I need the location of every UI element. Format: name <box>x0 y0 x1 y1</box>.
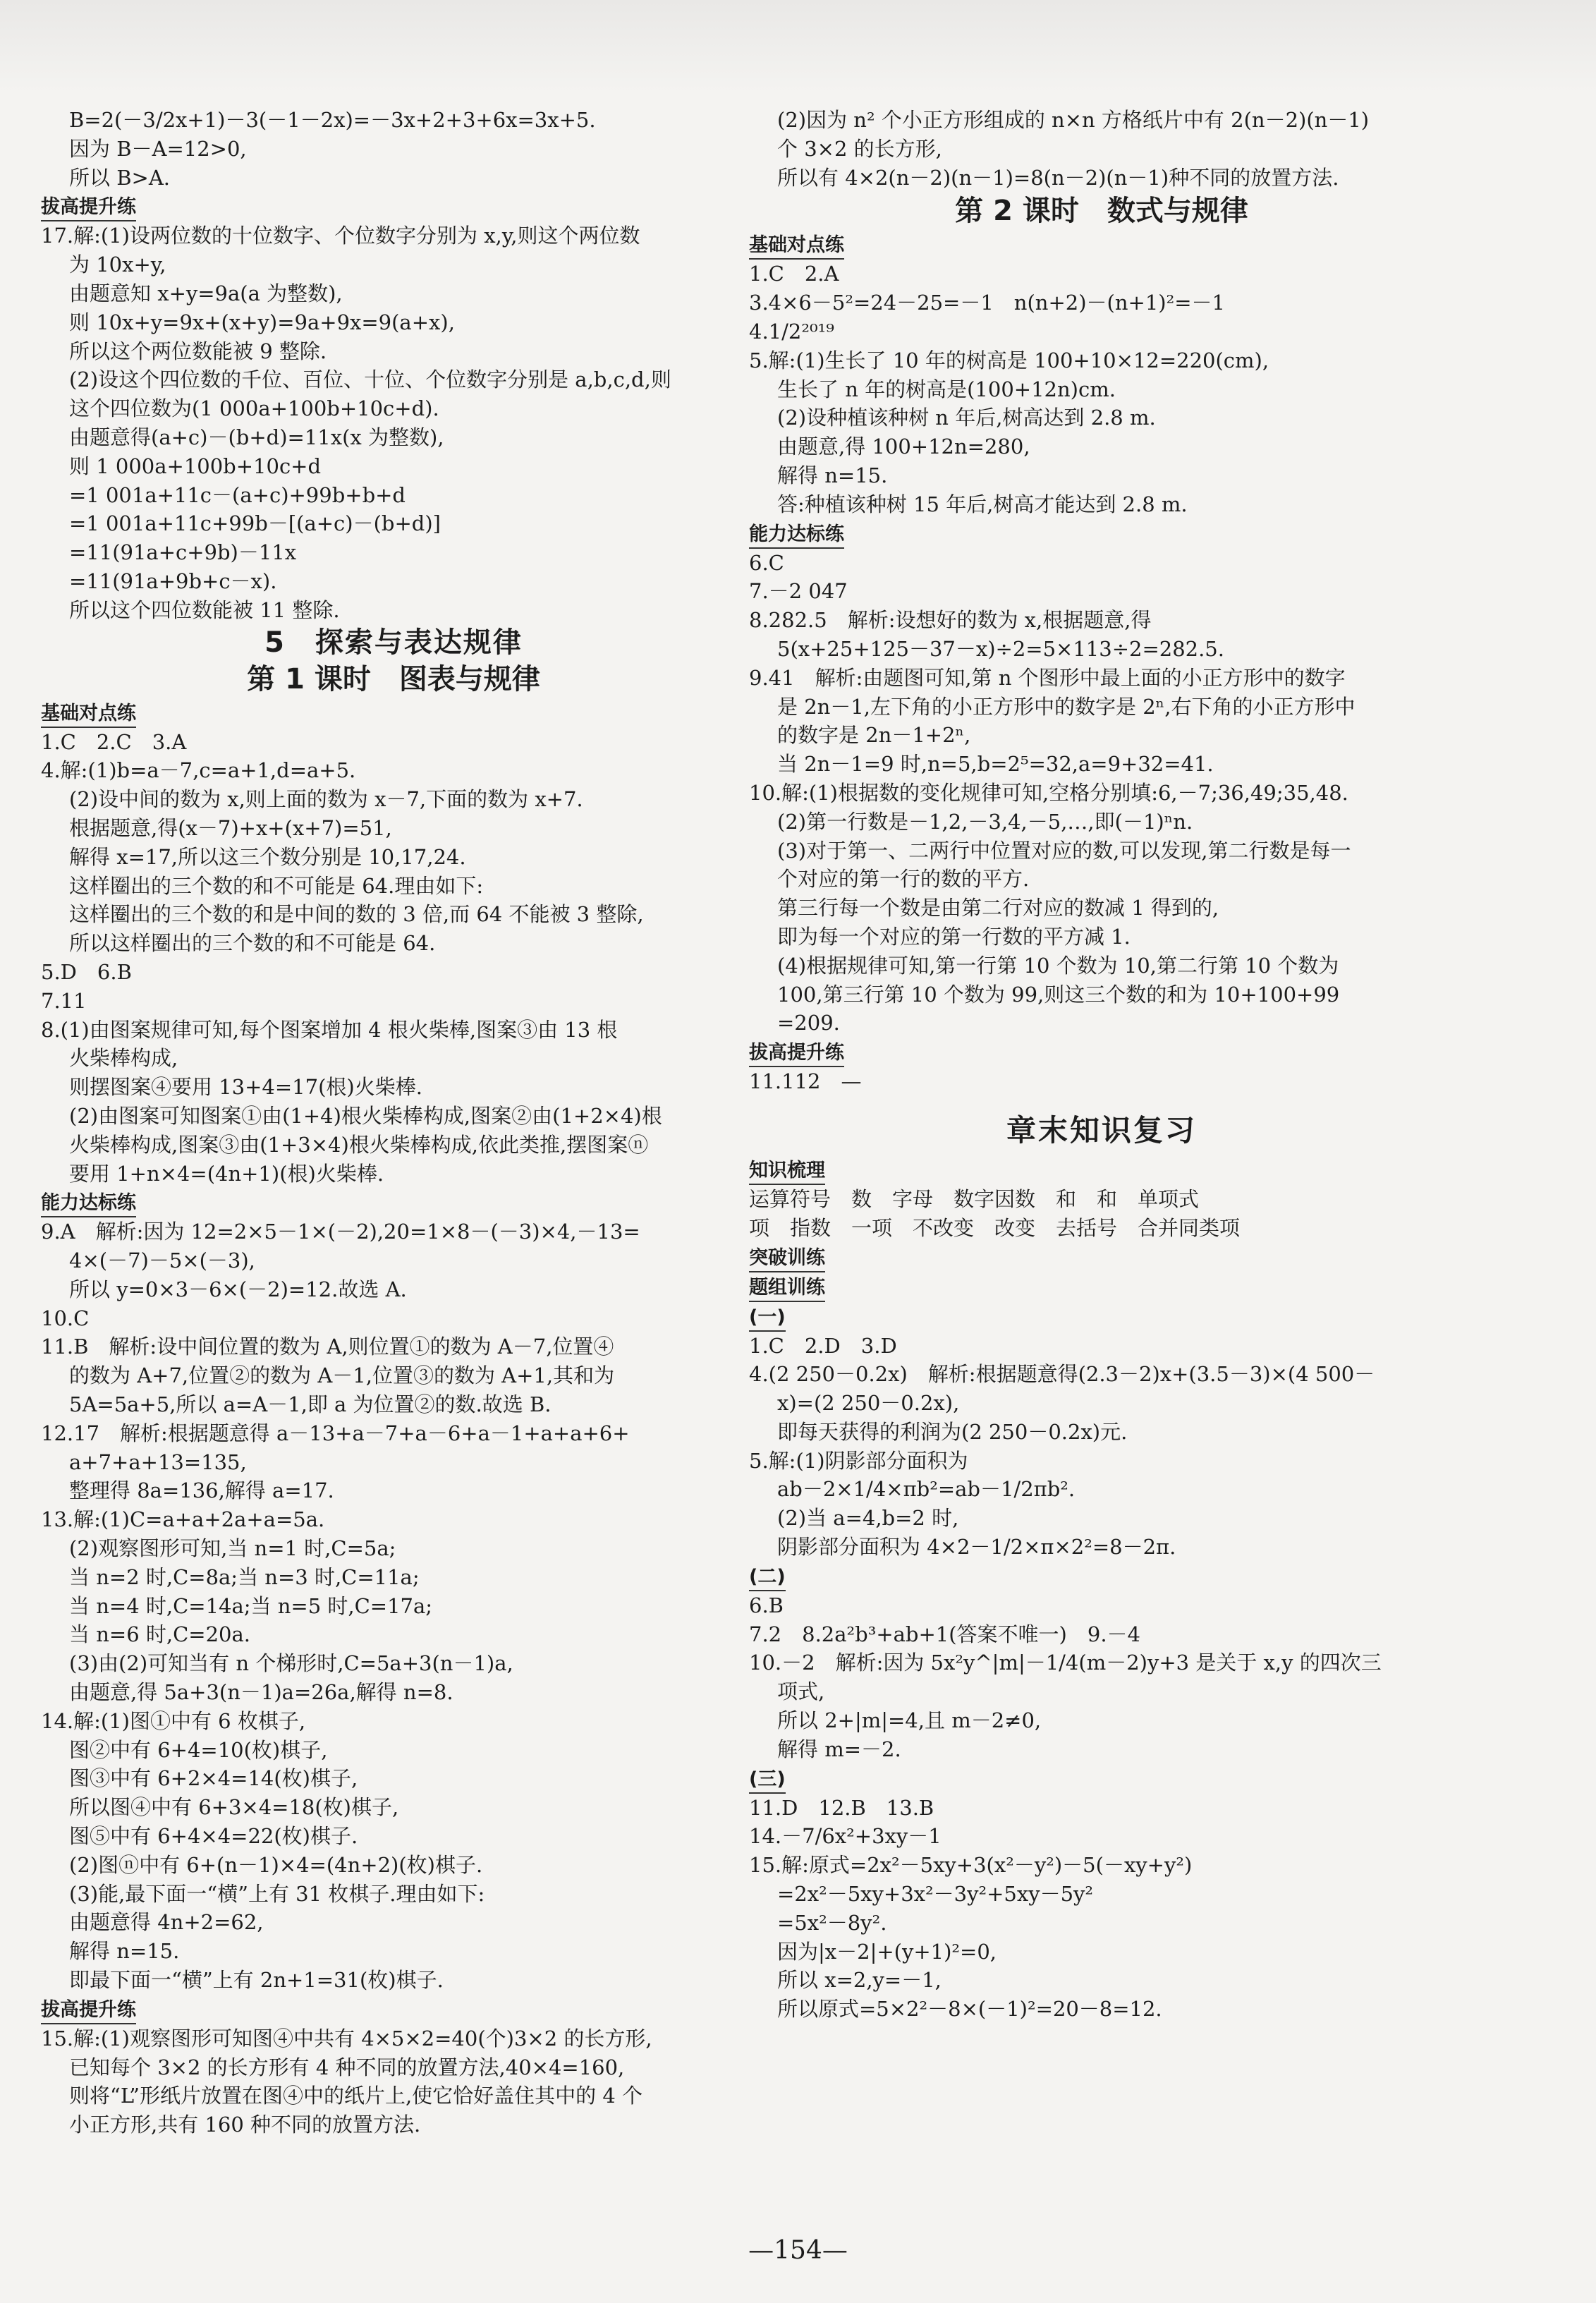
section-label-row <box>749 1562 1454 1591</box>
knowledge-terms: 项 指数 一项 不改变 改变 去括号 合并同类项 <box>749 1215 1241 1240</box>
text-line: 由题意,得 100+12n=280, <box>777 435 1030 459</box>
section-label: 突破训练 <box>749 1246 825 1272</box>
section-label: 拔高提升练 <box>41 195 136 221</box>
text-line: (2)观察图形可知,当 n=1 时,C=5a; <box>69 1536 396 1561</box>
text-line: 14.－7/6x²+3xy－1 <box>749 1824 942 1849</box>
text-line: 生长了 n 年的树高是(100+12n)cm. <box>777 377 1116 401</box>
text-line: (2)第一行数是－1,2,－3,4,－5,…,即(－1)ⁿn. <box>777 809 1193 834</box>
text-line: 5.D 6.B <box>41 959 132 984</box>
text-line: 10.－2 解析:因为 5x²y^|m|－1/4(m－2)y+3 是关于 x,y 的四次三 <box>749 1651 1382 1675</box>
section-label-row <box>749 230 1454 260</box>
text-line: 6.B <box>749 1593 784 1617</box>
text-line: 1.C 2.A <box>749 262 839 286</box>
section-label-row <box>749 519 1454 549</box>
text-line: 12.17 解析:根据题意得 a－13+a－7+a－6+a－1+a+a+6+ <box>41 1421 630 1445</box>
section-heading: 第 2 课时 数式与规律 <box>955 195 1248 228</box>
section-heading: 第 1 课时 图表与规律 <box>247 662 540 695</box>
text-line: (2)设这个四位数的千位、百位、十位、个位数字分别是 a,b,c,d,则 <box>69 367 671 392</box>
section-label-row <box>749 1272 1454 1302</box>
text-line: 答:种植该种树 15 年后,树高才能达到 2.8 m. <box>777 492 1188 516</box>
text-line: (3)能,最下面一“横”上有 31 枚棋子.理由如下: <box>69 1881 485 1906</box>
text-line: (2)设中间的数为 x,则上面的数为 x－7,下面的数为 x+7. <box>69 787 583 812</box>
text-line: 5(x+25+125－37－x)÷2=5×113÷2=282.5. <box>777 636 1224 661</box>
section-label-row <box>41 1188 746 1217</box>
text-line: =11(91a+c+9b)－11x <box>69 540 297 565</box>
text-line: 是 2n－1,左下角的小正方形中的数字是 2ⁿ,右下角的小正方形中 <box>777 694 1356 719</box>
section-label: (三) <box>749 1767 786 1794</box>
text-line: 小正方形,共有 160 种不同的放置方法. <box>69 2113 421 2137</box>
text-line: 9.A 解析:因为 12=2×5－1×(－2),20=1×8－(－3)×4,－13= <box>41 1220 640 1244</box>
text-line: 图⑤中有 6+4×4=22(枚)棋子. <box>69 1824 358 1849</box>
text-line: 这样圈出的三个数的和不可能是 64.理由如下: <box>69 873 484 898</box>
text-line: 整理得 8a=136,解得 a=17. <box>69 1478 334 1503</box>
text-line: 所以这样圈出的三个数的和不可能是 64. <box>69 931 436 956</box>
text-line: 当 n=2 时,C=8a;当 n=3 时,C=11a; <box>69 1564 420 1589</box>
text-line: 这样圈出的三个数的和是中间的数的 3 倍,而 64 不能被 3 整除, <box>69 902 644 927</box>
section-label-row <box>41 1995 746 2024</box>
section-heading: 5 探索与表达规律 <box>264 626 523 659</box>
text-line: 这个四位数为(1 000a+100b+10c+d). <box>69 396 439 421</box>
text-line: 根据题意,得(x－7)+x+(x+7)=51, <box>69 815 392 840</box>
text-line: (2)因为 n² 个小正方形组成的 n×n 方格纸片中有 2(n－2)(n－1) <box>777 108 1370 132</box>
text-line: 即为每一个对应的第一行数的平方减 1. <box>777 924 1131 949</box>
text-line: (2)由图案可知图案①由(1+4)根火柴棒构成,图案②由(1+2×4)根 <box>69 1103 662 1128</box>
text-line: 所以有 4×2(n－2)(n－1)=8(n－2)(n－1)种不同的放置方法. <box>777 165 1339 190</box>
text-line: 火柴棒构成,图案③由(1+3×4)根火柴棒构成,依此类推,摆图案ⓝ <box>69 1132 649 1157</box>
text-line: 14.解:(1)图①中有 6 枚棋子, <box>41 1708 306 1733</box>
text-line: 所以 2+|m|=4,且 m－2≠0, <box>777 1708 1042 1733</box>
text-line: 解得 m=－2. <box>777 1737 901 1761</box>
text-line: 所以 y=0×3－6×(－2)=12.故选 A. <box>69 1277 407 1301</box>
text-line: 已知每个 3×2 的长方形有 4 种不同的放置方法,40×4=160, <box>69 2055 625 2079</box>
text-line: 4.(2 250－0.2x) 解析:根据题意得(2.3－2)x+(3.5－3)×(4 500－ <box>749 1362 1375 1387</box>
section-label: 拔高提升练 <box>41 1998 136 2024</box>
text-line: 8.282.5 解析:设想好的数为 x,根据题意,得 <box>749 608 1152 633</box>
text-line: 所以原式=5×2²－8×(－1)²=20－8=12. <box>777 1997 1162 2022</box>
text-line: 5A=5a+5,所以 a=A－1,即 a 为位置②的数.故选 B. <box>69 1392 552 1417</box>
text-line: 15.解:原式=2x²－5xy+3(x²－y²)－5(－xy+y²) <box>749 1853 1193 1878</box>
text-line: 为 10x+y, <box>69 253 166 277</box>
text-line: 4.1/2²⁰¹⁹ <box>749 319 834 344</box>
text-line: 10.解:(1)根据数的变化规律可知,空格分别填:6,－7;36,49;35,48. <box>749 780 1348 805</box>
text-line: a+7+a+13=135, <box>69 1450 247 1474</box>
text-line: 所以图④中有 6+3×4=18(枚)棋子, <box>69 1795 399 1820</box>
text-line: 图③中有 6+2×4=14(枚)棋子, <box>69 1766 358 1791</box>
text-line: 11.B 解析:设中间位置的数为 A,则位置①的数为 A－7,位置④ <box>41 1335 614 1359</box>
section-label: 拔高提升练 <box>749 1040 844 1067</box>
text-line: =11(91a+9b+c－x). <box>69 569 277 593</box>
text-line: 所以 x=2,y=－1, <box>777 1968 942 1993</box>
text-line: 由题意知 x+y=9a(a 为整数), <box>69 281 343 305</box>
text-line: 阴影部分面积为 4×2－1/2×π×2²=8－2π. <box>777 1535 1176 1560</box>
text-line: 7.－2 047 <box>749 579 848 604</box>
text-line: 1.C 2.C 3.A <box>41 729 187 754</box>
text-line: 图②中有 6+4=10(枚)棋子, <box>69 1737 328 1762</box>
text-line: 则 10x+y=9x+(x+y)=9a+9x=9(a+x), <box>69 310 455 334</box>
text-line: 第三行每一个数是由第二行对应的数减 1 得到的, <box>777 896 1219 920</box>
text-line: (2)当 a=4,b=2 时, <box>777 1506 959 1531</box>
text-line: x)=(2 250－0.2x), <box>777 1391 960 1416</box>
text-line: (2)设种植该种树 n 年后,树高达到 2.8 m. <box>777 406 1156 430</box>
text-line: (3)由(2)可知当有 n 个梯形时,C=5a+3(n－1)a, <box>69 1651 513 1676</box>
section-label-row <box>749 1302 1454 1332</box>
section-heading: 章末知识复习 <box>1006 1112 1197 1148</box>
text-line: 所以 B>A. <box>69 165 170 190</box>
text-line: 因为|x－2|+(y+1)²=0, <box>777 1939 997 1964</box>
section-label: 知识梳理 <box>749 1158 825 1185</box>
text-line: 9.41 解析:由题图可知,第 n 个图形中最上面的小正方形中的数字 <box>749 665 1346 690</box>
section-label: 基础对点练 <box>41 701 136 728</box>
text-line: 1.C 2.D 3.D <box>749 1333 897 1358</box>
section-label-row <box>749 1038 1454 1067</box>
text-line: 10.C <box>41 1306 90 1330</box>
text-line: 个对应的第一行的数的平方. <box>777 867 1030 892</box>
text-line: 即每天获得的利润为(2 250－0.2x)元. <box>777 1419 1128 1444</box>
section-label: (一) <box>749 1305 786 1332</box>
text-line: =1 001a+11c+99b－[(a+c)－(b+d)] <box>69 511 441 536</box>
section-label: 题组训练 <box>749 1275 825 1302</box>
text-line: 13.解:(1)C=a+a+2a+a=5a. <box>41 1507 325 1532</box>
text-line: 11.112 — <box>749 1069 862 1094</box>
text-line: 解得 x=17,所以这三个数分别是 10,17,24. <box>69 844 466 869</box>
text-line: 8.(1)由图案规律可知,每个图案增加 4 根火柴棒,图案③由 13 根 <box>41 1017 618 1042</box>
text-line: 4.解:(1)b=a－7,c=a+1,d=a+5. <box>41 758 356 783</box>
text-line: 则 1 000a+100b+10c+d <box>69 454 322 478</box>
text-line: 6.C <box>749 550 784 575</box>
text-line: =5x²－8y². <box>777 1910 887 1935</box>
text-line: =1 001a+11c－(a+c)+99b+b+d <box>69 482 406 507</box>
text-line: 解得 n=15. <box>777 463 888 487</box>
text-line: 因为 B－A=12>0, <box>69 136 247 161</box>
page-number: —154— <box>748 2236 848 2265</box>
text-line: =209. <box>777 1011 840 1035</box>
right-column <box>749 106 1454 2024</box>
text-line: 7.11 <box>41 988 87 1013</box>
text-line: 个 3×2 的长方形, <box>777 136 942 161</box>
text-line: 7.2 8.2a²b³+ab+1(答案不唯一) 9.－4 <box>749 1622 1140 1646</box>
section-label-row <box>41 192 746 221</box>
text-line: 17.解:(1)设两位数的十位数字、个位数字分别为 x,y,则这个两位数 <box>41 224 640 248</box>
text-line: 由题意得 4n+2=62, <box>69 1910 264 1935</box>
text-line: 所以这个两位数能被 9 整除. <box>69 339 327 363</box>
text-line: 由题意得(a+c)－(b+d)=11x(x 为整数), <box>69 425 444 449</box>
section-label: 能力达标练 <box>41 1191 136 1217</box>
text-line: 5.解:(1)生长了 10 年的树高是 100+10×12=220(cm), <box>749 348 1269 372</box>
text-line: 的数字是 2n－1+2ⁿ, <box>777 723 971 748</box>
section-label-row <box>749 1243 1454 1272</box>
text-line: 要用 1+n×4=(4n+1)(根)火柴棒. <box>69 1161 384 1186</box>
text-line: 火柴棒构成, <box>69 1046 178 1071</box>
text-line: 则将“L”形纸片放置在图④中的纸片上,使它恰好盖住其中的 4 个 <box>69 2084 643 2108</box>
text-line: 当 n=4 时,C=14a;当 n=5 时,C=17a; <box>69 1593 433 1618</box>
text-line: 的数为 A+7,位置②的数为 A－1,位置③的数为 A+1,其和为 <box>69 1363 615 1388</box>
text-line: 项式, <box>777 1679 825 1704</box>
text-line: 15.解:(1)观察图形可知图④中共有 4×5×2=40(个)3×2 的长方形, <box>41 2026 652 2050</box>
text-line: 即最下面一“横”上有 2n+1=31(枚)棋子. <box>69 1968 444 1993</box>
knowledge-terms: 运算符号 数 字母 数字因数 和 和 单项式 <box>749 1186 1200 1211</box>
text-line: B=2(－3/2x+1)－3(－1－2x)=－3x+2+3+6x=3x+5. <box>69 108 596 132</box>
section-label-row <box>749 1155 1454 1185</box>
text-line: 当 2n－1=9 时,n=5,b=2⁵=32,a=9+32=41. <box>777 752 1214 777</box>
text-line: 11.D 12.B 13.B <box>749 1795 934 1820</box>
text-line: 4×(－7)－5×(－3), <box>69 1248 255 1273</box>
text-line: ab－2×1/4×πb²=ab－1/2πb². <box>777 1477 1076 1502</box>
text-line: 解得 n=15. <box>69 1939 180 1964</box>
page-edge-shadow <box>0 0 1596 92</box>
text-line: 100,第三行第 10 个数为 99,则这三个数的和为 10+100+99 <box>777 982 1340 1007</box>
text-line: 3.4×6－5²=24－25=－1 n(n+2)－(n+1)²=－1 <box>749 291 1225 315</box>
left-column <box>41 106 746 2139</box>
text-line: 5.解:(1)阴影部分面积为 <box>749 1448 968 1473</box>
text-line: 所以这个四位数能被 11 整除. <box>69 597 340 622</box>
text-line: 则摆图案④要用 13+4=17(根)火柴棒. <box>69 1075 422 1100</box>
section-label: 基础对点练 <box>749 233 844 260</box>
text-line: (3)对于第一、二两行中位置对应的数,可以发现,第二行数是每一 <box>777 838 1351 863</box>
text-line: (4)根据规律可知,第一行第 10 个数为 10,第二行第 10 个数为 <box>777 953 1339 978</box>
section-label-row <box>749 1764 1454 1794</box>
section-label-row <box>41 698 746 728</box>
text-line: (2)图ⓝ中有 6+(n－1)×4=(4n+2)(枚)棋子. <box>69 1852 483 1877</box>
section-label: 能力达标练 <box>749 522 844 549</box>
text-line: =2x²－5xy+3x²－3y²+5xy－5y² <box>777 1882 1094 1907</box>
text-line: 由题意,得 5a+3(n－1)a=26a,解得 n=8. <box>69 1680 453 1705</box>
text-line: 当 n=6 时,C=20a. <box>69 1622 250 1647</box>
section-label: (二) <box>749 1564 786 1591</box>
